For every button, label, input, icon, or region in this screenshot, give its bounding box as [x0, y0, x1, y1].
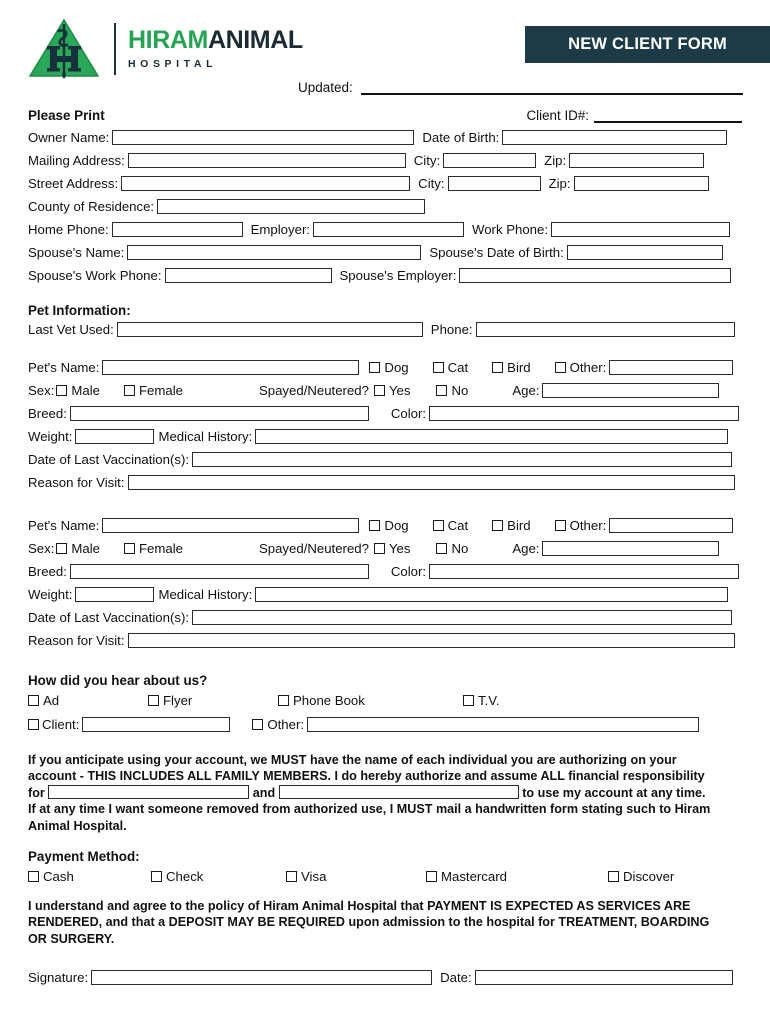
authorized-person-2-input[interactable] — [279, 785, 519, 799]
pet2-sex-female-label: Female — [138, 541, 183, 556]
referral-ad[interactable] — [28, 693, 148, 708]
owner-name-label: Owner Name: — [28, 130, 110, 145]
pet2-sex-female[interactable] — [124, 541, 183, 556]
referral-other-label: Other: — [267, 716, 305, 732]
checkbox-icon[interactable] — [433, 520, 444, 531]
pet1-species-dog-label: Dog — [384, 360, 409, 375]
pet2-spayed-label: Spayed/Neutered? — [258, 541, 369, 556]
pet1-color-label: Color: — [390, 406, 427, 421]
checkbox-icon[interactable] — [433, 362, 444, 373]
mailing-address-input[interactable] — [128, 153, 406, 168]
pet2-reason-row — [28, 630, 742, 651]
form-title-text: NEW CLIENT FORM — [568, 35, 727, 53]
pet2-species-bird-label: Bird — [507, 518, 531, 533]
pet2-name-row — [28, 515, 742, 536]
mailing-address-label: Mailing Address: — [28, 153, 125, 168]
pet1-species-cat[interactable] — [433, 360, 469, 375]
authorization-and-label: and — [252, 785, 276, 800]
authorization-line-3 — [28, 785, 742, 801]
street-address-input[interactable] — [121, 176, 410, 191]
pet1-name-label: Pet's Name: — [28, 360, 100, 375]
client-id-group — [526, 108, 742, 123]
referral-flyer[interactable] — [148, 693, 278, 708]
pet2-species-other[interactable] — [555, 518, 607, 533]
pet2-vaccination-label: Date of Last Vaccination(s): — [28, 610, 190, 625]
pet1-species-bird-label: Bird — [507, 360, 531, 375]
referral-other-input[interactable] — [307, 717, 699, 732]
mailing-zip-input[interactable] — [569, 153, 704, 168]
pet2-species-bird[interactable] — [492, 518, 530, 533]
home-phone-label: Home Phone: — [28, 222, 109, 237]
pet1-age-input[interactable] — [542, 383, 719, 398]
checkbox-icon[interactable] — [608, 871, 619, 882]
referral-title: How did you hear about us? — [28, 673, 208, 688]
home-phone-input[interactable] — [112, 222, 243, 237]
form-header — [0, 0, 770, 100]
authorization-paragraph — [28, 752, 742, 834]
pet2-color-input[interactable] — [429, 564, 739, 579]
pet2-name-label: Pet's Name: — [28, 518, 100, 533]
last-vet-label: Last Vet Used: — [28, 322, 114, 337]
pet1-sex-female[interactable] — [124, 383, 183, 398]
checkbox-icon[interactable] — [278, 695, 289, 706]
pet1-reason-input[interactable] — [128, 475, 735, 490]
checkbox-icon[interactable] — [492, 362, 503, 373]
form-body — [0, 108, 770, 988]
owner-name-input[interactable] — [112, 130, 414, 145]
pet2-spayed-no-label: No — [451, 541, 469, 556]
checkbox-icon[interactable] — [369, 362, 380, 373]
payment-check-label: Check — [166, 868, 204, 884]
updated-label: Updated: — [298, 80, 353, 95]
authorization-end-label: to use my account at any time. — [522, 785, 706, 800]
logo-divider — [114, 23, 116, 75]
agreement-line-1: I understand and agree to the policy of Hiram Animal Hospital that PAYMENT IS EXPECTED AS SERVICES ARE — [28, 899, 691, 914]
pet1-medical-history-label: Medical History: — [158, 429, 253, 444]
checkbox-icon[interactable] — [148, 695, 159, 706]
pet2-spayed-yes-label: Yes — [388, 541, 411, 556]
referral-phone-book[interactable] — [278, 693, 463, 708]
signature-row — [28, 967, 742, 988]
logo-name-line — [128, 28, 303, 53]
pet-block-1 — [28, 357, 742, 493]
pet2-species-other-label: Other: — [569, 518, 607, 533]
pet2-vaccination-input[interactable] — [192, 610, 732, 625]
checkbox-icon[interactable] — [28, 719, 39, 730]
spouse-work-phone-row — [28, 265, 742, 286]
referral-client-label: Client: — [42, 716, 80, 732]
pet1-vaccination-row — [28, 449, 742, 470]
agreement-line-2: RENDERED, and that a DEPOSIT MAY BE REQUIRED upon admission to the hospital for TREATMENT, BOARDING — [28, 915, 710, 930]
checkbox-icon[interactable] — [151, 871, 162, 882]
pet2-vaccination-row — [28, 607, 742, 628]
checkbox-icon[interactable] — [436, 385, 447, 396]
please-print-label: Please Print — [28, 108, 105, 123]
logo-wordmark — [128, 28, 303, 70]
payment-visa[interactable] — [286, 869, 426, 884]
pet1-species-bird[interactable] — [492, 360, 530, 375]
pet1-spayed-label: Spayed/Neutered? — [258, 383, 369, 398]
work-phone-label: Work Phone: — [472, 222, 549, 237]
employer-label: Employer: — [250, 222, 311, 237]
please-print-row — [28, 108, 742, 123]
pet1-species-other-input[interactable] — [609, 360, 733, 375]
pet2-age-label: Age: — [512, 541, 540, 556]
pet-information-title: Pet Information: — [28, 303, 131, 318]
form-title-badge — [525, 26, 770, 63]
authorization-line-4: If at any time I want someone removed from authorized use, I MUST mail a handwritten form stating such to Hiram — [28, 802, 711, 817]
pet1-species-other[interactable] — [555, 360, 607, 375]
pet1-spayed-yes-label: Yes — [388, 383, 411, 398]
checkbox-icon[interactable] — [463, 695, 474, 706]
signature-date-label: Date: — [440, 970, 472, 986]
street-city-input[interactable] — [448, 176, 541, 191]
county-row — [28, 196, 742, 217]
checkbox-icon[interactable] — [28, 695, 39, 706]
checkbox-icon[interactable] — [252, 719, 263, 730]
agreement-paragraph — [28, 898, 742, 947]
payment-discover[interactable] — [608, 869, 674, 884]
spouse-name-label: Spouse's Name: — [28, 245, 125, 260]
agreement-line-3: OR SURGERY. — [28, 931, 115, 946]
pet2-sex-male[interactable] — [56, 541, 100, 556]
pet2-name-input[interactable] — [102, 518, 359, 533]
county-label: County of Residence: — [28, 199, 155, 214]
pet1-species-dog[interactable] — [369, 360, 408, 375]
pet1-spayed-no[interactable] — [436, 383, 468, 398]
checkbox-icon[interactable] — [124, 543, 135, 554]
referral-tv-label: T.V. — [478, 692, 500, 708]
payment-visa-label: Visa — [301, 868, 327, 884]
referral-flyer-label: Flyer — [163, 692, 193, 708]
referral-client-input[interactable] — [82, 717, 230, 732]
date-of-birth-input[interactable] — [502, 130, 727, 145]
authorization-for-label: for — [28, 785, 45, 800]
pet2-breed-input[interactable] — [70, 564, 369, 579]
payment-cash[interactable] — [28, 869, 151, 884]
referral-tv[interactable] — [463, 693, 500, 708]
pet2-spayed-yes[interactable] — [374, 541, 411, 556]
pet2-species-other-input[interactable] — [609, 518, 733, 533]
pet2-species-dog[interactable] — [369, 518, 408, 533]
payment-mastercard[interactable] — [426, 869, 608, 884]
pet1-species-cat-label: Cat — [447, 360, 469, 375]
pet2-age-input[interactable] — [542, 541, 719, 556]
pet-block-2 — [28, 515, 742, 651]
mailing-city-label: City: — [413, 153, 441, 168]
pet2-color-label: Color: — [390, 564, 427, 579]
last-vet-input[interactable] — [117, 322, 423, 337]
last-vet-phone-input[interactable] — [476, 322, 735, 337]
checkbox-icon[interactable] — [286, 871, 297, 882]
updated-input-line[interactable] — [361, 80, 743, 95]
work-phone-input[interactable] — [551, 222, 730, 237]
street-zip-label: Zip: — [548, 176, 571, 191]
mailing-city-input[interactable] — [443, 153, 536, 168]
pet1-age-label: Age: — [512, 383, 540, 398]
pet1-reason-label: Reason for Visit: — [28, 475, 125, 490]
payment-options-row — [28, 865, 742, 887]
spouse-work-phone-label: Spouse's Work Phone: — [28, 268, 162, 283]
mailing-address-row — [28, 150, 742, 171]
logo-subtitle: HOSPITAL — [128, 58, 218, 70]
employer-input[interactable] — [313, 222, 464, 237]
checkbox-icon[interactable] — [56, 385, 67, 396]
pet1-reason-row — [28, 472, 742, 493]
checkbox-icon[interactable] — [374, 543, 385, 554]
pet1-breed-label: Breed: — [28, 406, 67, 421]
pet1-species-other-label: Other: — [569, 360, 607, 375]
pet1-name-input[interactable] — [102, 360, 359, 375]
pet1-medical-history-input[interactable] — [255, 429, 728, 444]
referral-phone-book-label: Phone Book — [293, 692, 365, 708]
updated-row — [298, 80, 743, 95]
pet1-weight-label: Weight: — [28, 429, 73, 444]
mailing-zip-label: Zip: — [544, 153, 567, 168]
street-address-row — [28, 173, 742, 194]
street-address-label: Street Address: — [28, 176, 119, 191]
pet2-species-cat-label: Cat — [447, 518, 469, 533]
home-phone-row — [28, 219, 742, 240]
checkbox-icon[interactable] — [555, 362, 566, 373]
pet2-breed-label: Breed: — [28, 564, 67, 579]
signature-input[interactable] — [91, 970, 432, 985]
pet2-sex-male-label: Male — [71, 541, 100, 556]
last-vet-phone-label: Phone: — [430, 322, 473, 337]
pet2-spayed-no[interactable] — [436, 541, 468, 556]
payment-discover-label: Discover — [623, 868, 675, 884]
referral-other[interactable] — [252, 717, 304, 732]
pet1-breed-row — [28, 403, 742, 424]
signature-label: Signature: — [28, 970, 89, 986]
payment-method-title: Payment Method: — [28, 849, 140, 865]
payment-check[interactable] — [151, 869, 286, 884]
spouse-employer-label: Spouse's Employer: — [339, 268, 457, 283]
spouse-dob-input[interactable] — [567, 245, 723, 260]
authorization-line-2: account - THIS INCLUDES ALL FAMILY MEMBERS. I do hereby authorize and assume ALL financial responsibility — [28, 769, 705, 784]
pet1-weight-row — [28, 426, 742, 447]
checkbox-icon[interactable] — [492, 520, 503, 531]
last-vet-row — [28, 319, 742, 340]
pet1-spayed-no-label: No — [451, 383, 469, 398]
authorization-line-1: If you anticipate using your account, we MUST have the name of each individual you are authorizing on your — [28, 753, 677, 767]
spouse-work-phone-input[interactable] — [165, 268, 332, 283]
signature-date-input[interactable] — [475, 970, 733, 985]
pet2-reason-input[interactable] — [128, 633, 735, 648]
checkbox-icon[interactable] — [124, 385, 135, 396]
payment-cash-label: Cash — [43, 868, 74, 884]
pet1-name-row — [28, 357, 742, 378]
checkbox-icon[interactable] — [56, 543, 67, 554]
authorization-line-5: Animal Hospital. — [28, 818, 127, 833]
pet2-sex-label: Sex: — [28, 541, 55, 556]
checkbox-icon[interactable] — [374, 385, 385, 396]
street-zip-input[interactable] — [574, 176, 709, 191]
triangle-caduceus-logo-icon — [28, 18, 100, 80]
owner-name-row — [28, 127, 742, 148]
logo-name-animal: ANIMAL — [207, 26, 303, 54]
client-id-input[interactable] — [594, 109, 742, 123]
checkbox-icon[interactable] — [28, 871, 39, 882]
pet1-sex-label: Sex: — [28, 383, 55, 398]
pet1-color-input[interactable] — [429, 406, 739, 421]
county-input[interactable] — [157, 199, 425, 214]
pet2-weight-label: Weight: — [28, 587, 73, 602]
referral-ad-label: Ad — [43, 692, 60, 708]
pet2-weight-input[interactable] — [75, 587, 154, 602]
pet1-weight-input[interactable] — [75, 429, 154, 444]
spouse-name-row — [28, 242, 742, 263]
checkbox-icon[interactable] — [426, 871, 437, 882]
spouse-employer-input[interactable] — [459, 268, 731, 283]
pet1-vaccination-input[interactable] — [192, 452, 732, 467]
checkbox-icon[interactable] — [369, 520, 380, 531]
pet2-sex-row — [28, 538, 742, 559]
pet2-species-cat[interactable] — [433, 518, 469, 533]
logo-name-hiram: HIRAM — [128, 26, 208, 54]
spouse-name-input[interactable] — [127, 245, 421, 260]
pet1-sex-female-label: Female — [138, 383, 183, 398]
client-id-label: Client ID#: — [526, 108, 589, 123]
pet1-spayed-yes[interactable] — [374, 383, 411, 398]
clinic-logo — [28, 18, 303, 80]
pet2-medical-history-label: Medical History: — [158, 587, 253, 602]
referral-client[interactable] — [28, 717, 79, 732]
pet1-vaccination-label: Date of Last Vaccination(s): — [28, 452, 190, 467]
checkbox-icon[interactable] — [436, 543, 447, 554]
pet1-sex-row — [28, 380, 742, 401]
payment-mastercard-label: Mastercard — [441, 868, 507, 884]
checkbox-icon[interactable] — [555, 520, 566, 531]
spouse-dob-label: Spouse's Date of Birth: — [429, 245, 564, 260]
authorized-person-1-input[interactable] — [48, 785, 249, 799]
pet2-reason-label: Reason for Visit: — [28, 633, 125, 648]
pet1-sex-male-label: Male — [71, 383, 100, 398]
referral-client-other-row — [28, 713, 742, 735]
street-city-label: City: — [418, 176, 445, 191]
pet2-medical-history-input[interactable] — [255, 587, 728, 602]
date-of-birth-label: Date of Birth: — [422, 130, 500, 145]
pet2-species-dog-label: Dog — [384, 518, 409, 533]
pet1-breed-input[interactable] — [70, 406, 369, 421]
pet2-weight-row — [28, 584, 742, 605]
pet2-breed-row — [28, 561, 742, 582]
pet1-sex-male[interactable] — [56, 383, 100, 398]
referral-options-row — [28, 689, 742, 711]
